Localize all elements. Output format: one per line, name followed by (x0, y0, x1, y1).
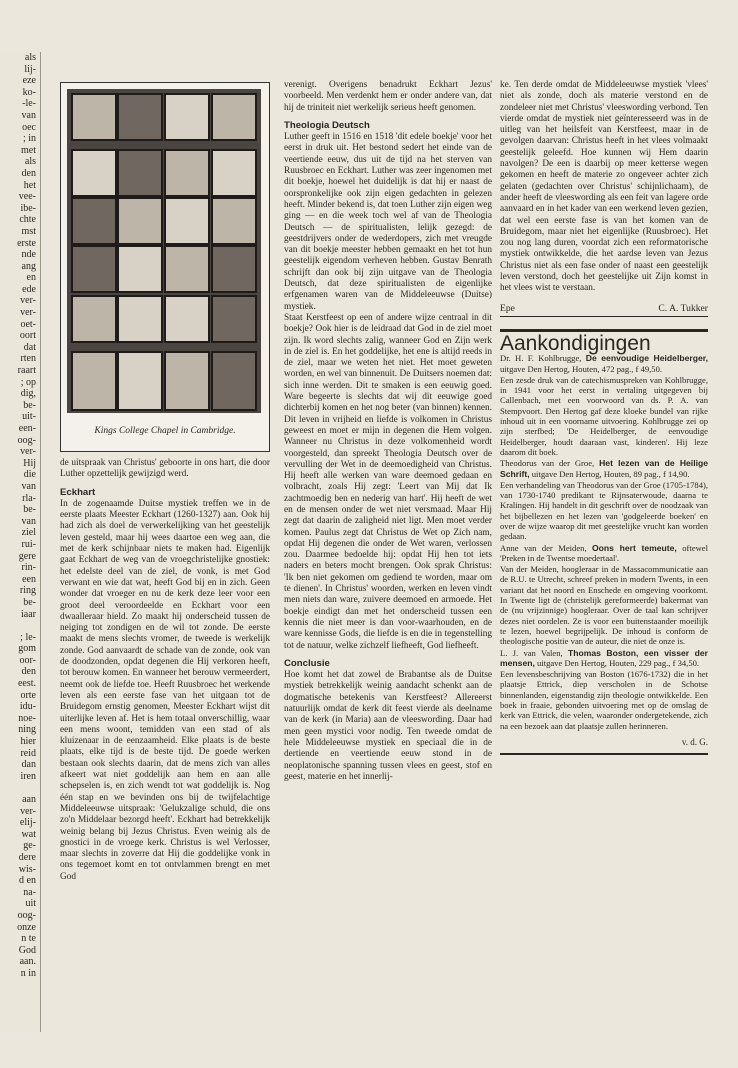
gutter-line: iren (20, 770, 36, 782)
gutter-line: n in (20, 967, 36, 979)
glass-pane (211, 149, 257, 197)
column-3-top: ke. Ten derde omdat de Middeleeuwse mystiek 'vlees' niet als zonde, doch als materie verstond en de zondeleer niet met Christus' vleeswording verbond. Ten vierde omdat de mystiek niet geïnteresseerd was in de uitleg van het heilsfeit van Kerstfeest, maar in de gevolgen daarvan: Christus heeft in het vlees volmaakt geestelijk geleefd. Hoe kunnen wij Hem daarin navolgen? De een is daarbij op meer ketterse wegen gekomen en heeft de materie zo ongeveer achter zich gelaten (gedachten over Christus' schijnlichaam), de ander heeft de vleeswording als een feit van lagere orde aanvaard en in het kader van een werkend leven gezien, dat wel een eerste fase is van het komen van de Bruidegom, maar niet het eigenlijke (Ruusbroec). Het zou nog lang duren, voordat zich een reformatorische mystiek ontwikkelde, die het aardse leven van Jezus Christus niet als een fase onder of naast een geestelijk leven verstond, doch het geestelijke uit Zijn komst in het vlees wist te verstaan. (500, 80, 708, 294)
gutter-line: van (21, 109, 36, 121)
gutter-line: raart (17, 365, 36, 377)
gutter-line: elij- (19, 817, 36, 829)
stained-glass-window-image (67, 89, 261, 413)
gutter-line: d en (19, 875, 36, 887)
column-2-top: verenigt. Overigens benadrukt Eckhart Jezus' voorbeeld. Men verdenkt hem er onder andere van, dat hij de triniteit niet werkelijk serieus heeft genomen. (284, 80, 492, 113)
gutter-line: ko- (22, 86, 36, 98)
glass-pane (164, 245, 210, 293)
announcement-4-text: Een levensbeschrijving van Boston (1676-1732) die in het plaatsje Ettrick, diep verscholen in de Schotse binnenlanden, eigenstandig zijn theologie ontwikkelde. Een boek in fraaie, gebonden uitvoering met op de omslag de kerk van Ettrick, die velen, waaronder ondergetekende, zich na een bezoek aan dat plaatsje zullen herinneren. (500, 669, 708, 731)
gutter-line: noe- (18, 712, 36, 724)
gutter-line: ede (22, 283, 36, 295)
gutter-line: lij- (24, 63, 36, 75)
gutter-line: be- (23, 504, 36, 516)
announcements (500, 353, 708, 731)
glass-pane (211, 351, 257, 411)
glass-pane (71, 351, 117, 411)
glass-pane (71, 245, 117, 293)
gutter-line: ang (21, 260, 36, 272)
gutter-line: chte (19, 214, 36, 226)
gutter-line: be- (23, 399, 36, 411)
gutter-line: erste (17, 237, 36, 249)
heading-conclusie: Conclusie (284, 657, 330, 669)
glass-pane (117, 93, 163, 141)
gutter-line: van (21, 480, 36, 492)
announcement-2-title: Theodorus van der Groe, Het lezen van de Heilige Schrift, uitgave Den Hertog, Houten, 89 pag., f 14,90. (500, 458, 708, 479)
announcement-3-text: Van der Meiden, hoogleraar in de Massacommunicatie aan de R.U. te Utrecht, schreef preken in modern Twents, in een variant dat het noord en Enschede en omgeving voorkomt. In Twente ligt de (christelijk gereformeerde) bakermat van de (nu vrijzinnige) hoogleraar. Over de taal kan schrijver dezes niet oordelen. Ze is voor een buitenstaander moeilijk te lezen, hoewel begrijpelijk. De inhoud is conform de theologische positie van de auteur, die niet de onze is. (500, 564, 708, 647)
glass-pane (117, 197, 163, 245)
gutter-line: mst (21, 225, 36, 237)
gutter-line: rla- (22, 492, 36, 504)
gutter-line: dan (21, 759, 36, 771)
glass-pane (164, 149, 210, 197)
gutter-line: aan. (19, 956, 36, 968)
gutter-line: een (22, 573, 36, 585)
announcements-signature: v. d. G. (500, 737, 708, 755)
gutter-line: ; in (22, 133, 36, 145)
gutter-line: na- (23, 886, 36, 898)
glass-pane (71, 149, 117, 197)
gutter-line: vee- (18, 191, 36, 203)
heading-theologia-deutsch: Theologia Deutsch (284, 119, 370, 131)
gutter-line: eest. (17, 678, 36, 690)
gutter-line: het (23, 179, 36, 191)
announcement-1-title: Dr. H. F. Kohlbrugge, De eenvoudige Heidelberger, uitgave Den Hertog, Houten, 472 pag., f 49,50. (500, 353, 708, 374)
gutter-line: een- (18, 423, 36, 434)
glass-pane (211, 93, 257, 141)
glass-pane (211, 245, 257, 293)
gutter-line: ver- (20, 307, 36, 319)
gutter-line: wis- (18, 863, 36, 875)
photo-caption: Kings College Chapel in Cambridge. (94, 426, 236, 436)
glass-pane (164, 295, 210, 343)
gutter-line: den (21, 167, 36, 179)
gutter-line: dat (23, 341, 36, 353)
gutter-line: ge- (23, 840, 36, 852)
gutter-line: oort (19, 330, 36, 342)
gutter-line (0, 782, 40, 794)
column-1-intro: de uitspraak van Christus' geboorte in ons hart, die door Luther opzettelijk gewijzigd werd. (60, 458, 270, 480)
gutter-line: ; le- (20, 631, 36, 643)
gutter-line: reid (20, 747, 36, 759)
paragraph-theologia: Luther geeft in 1516 en 1518 'dit edele boekje' voor het eerst in druk uit. Het bestond sedert het einde van de veertiende eeuw, dus uit de tijd na het sterven van Ruusbroec en Eckhart. Luther was zeer ingenomen met dit boekje, hoewel het duidelijk is dat hij er naast de oorspronkelijke ook zijn eigen gedachten in gelezen heeft. Minder bekend is, dat toen Luther zijn eigen weg ging — en die week toch wel af van de Theologia Deutsch — de spiritualisten, lelijk gezegd: de geestdrijvers onder de wederdopers, zich met vreugde van dit boekje meester hebben gemaakt en het tot hun geestelijk eigendom verheven hebben. Gustav Benrath schrijft dan ook bij zijn uitgave van de Theologia Deutsch, dat deze spiritualisten de eigenlijke erfgenamen waren van de Middeleeuwse (Duitse) mystiek. (284, 132, 492, 312)
stained-glass-photo (60, 82, 270, 452)
heading-eckhart: Eckhart (60, 486, 96, 498)
gutter-line: dere (18, 851, 36, 863)
gutter-line: als (24, 156, 36, 168)
column-1 (60, 458, 270, 883)
gutter-line (0, 620, 40, 632)
gutter-line: be- (23, 596, 36, 608)
glass-pane (211, 295, 257, 343)
announcement-3-title: Anne van der Meiden, Oons hert temeute, oftewel 'Preken in de Twentse moedertaal'. (500, 542, 708, 563)
glass-pane (164, 93, 210, 141)
glass-pane (117, 295, 163, 343)
glass-pane (164, 351, 210, 411)
gutter-line: idu- (19, 701, 36, 713)
gutter-line: eze (22, 75, 36, 87)
signature-place: Epe (500, 302, 515, 314)
gutter-line: hier (20, 736, 36, 748)
glass-pane (117, 245, 163, 293)
gutter-line: oog- (17, 909, 36, 921)
glass-pane (71, 93, 117, 141)
glass-pane (117, 149, 163, 197)
gutter-line: n te (21, 933, 36, 945)
gutter-line: God (18, 944, 36, 956)
gutter-line: rten (20, 353, 36, 365)
gutter-line: ring (19, 585, 36, 597)
gutter-line: ver- (20, 805, 36, 817)
paragraph-eckhart: In de zogenaamde Duitse mystiek treffen we in de eerste plaats Meester Eckhart (1260-1327) aan. Ook hij had zich als doel de verwerkelijking van het geestelijk leven gesteld, maar hij wees daartoe een weg aan, die met de kerk schijnbaar niets te maken had. Eigenlijk gaat Eckhart de weg van de vroegchristelijke gnostiek: het edelste deel van de ziel, de vonk, is met God verwant en wie dat wat, heeft God bij en in zich. Geen wonder dat vroeger en nu de kerk deze leer voor een groot deel veroordeelde en Eckhart voor een dwaalleraar hield. Zo maakt hij onderscheid tussen de neiging tot zondigen en de wil tot zonde. De eerste maakt de mens slechts vromer, de tweede is werkelijk zonde. God aanvaardt de schade van de zonde, ook van de doodzonden, opdat degenen die Hij verkoren heeft, tot berouw komen. En wanneer het berouw vermeerdert, neemt ook de liefde toe. Heeft Ruusbroec het werkende leven als een eerste fase van het uitgaan tot de Bruidegom ernstig genomen, Meester Eckhart wijst dit uiterlijke leven af. Het is hem totaal onverschillig, waar een mens woont, temidden van een stad of als kluizenaar in de eenzaamheid. Elke plaats is de beste plaats, elke tijd is de beste tijd. De goede werken bestaan ook slechts daarin, dat de mens zich van alles afkeert wat niet goddelijk aan hem en aan alle schepselen is, en zich wendt tot wat goddelijk is. Nog één stap en we bevinden ons bij de twijfelachtige Middeleeuwse uitspraak: 'Gelukzalige schuld, die ons zo'n Middelaar bezorgd heeft'. Eckhart had betrekkelijk weinig belang bij Jezus Christus. Even weinig als de gnostici in de vroege kerk. Christus is wel Verlosser, maar slechts in zoverre dat Hij die goddelijke vonk in ons tegemoet komt en tot ontvlammen brengt en met God (60, 498, 270, 882)
gutter-line: die (23, 469, 36, 481)
glass-pane (211, 197, 257, 245)
column-2 (284, 80, 492, 783)
announcement-2-text: Een verhandeling van Theodorus van der Groe (1705-1784), van 1730-1740 predikant te Rijnsaterwoude, daarna te Kralingen. Hij handelt in dit geschrift over de noodzaak van het bijbellezen en het lezen van 'godgeleerde boeken' en over de wijze waarop dit met geestelijke vrucht kan worden gedaan. (500, 479, 708, 542)
gutter-line: met (21, 144, 36, 156)
gutter-line: ziel (21, 527, 36, 539)
gutter-line: en (26, 272, 36, 284)
gutter-line: uit- (22, 411, 36, 423)
gutter-line: ibe- (20, 202, 36, 214)
gutter-line: oet- (20, 318, 36, 330)
gutter-line: rui- (21, 538, 36, 550)
glass-pane (71, 197, 117, 245)
signature-author: C. A. Tukker (658, 302, 708, 314)
glass-pane (71, 295, 117, 343)
gutter-line: nde (21, 249, 36, 261)
gutter-line: iaar (21, 608, 36, 620)
column-3 (500, 80, 708, 755)
gutter-line: aan (22, 794, 36, 805)
gutter-line: ning (18, 724, 36, 736)
glass-pane (117, 351, 163, 411)
gutter-line: oor- (19, 654, 36, 666)
paragraph-kerstfeest: Staat Kerstfeest op een of andere wijze centraal in dit boekje? Ook hier is de leidraad dat God in de ziel moet zijn. Ik word slechts zalig, wanneer God en Zijn werk in de ziel is. En het goddelijke, het ene is altijd reeds in de ziel, maar we weten het niet. Het moet geweten worden, en wel van binnenuit. De Duitsers noemen dat: sich inne werden. Dit te smaken is een eeuwig goed. Ware begeerte is slechts dat wij dit eeuwige goed dichterbij komen en het nog beter (van binnen) kennen. Dit leven in vrijheid en liefde is volkomen in Christus geweest en moet er mijn in degenen die Hem volgen. Wanneer nu Christus in deze volkomenheid wordt voorgesteld, dan spreekt Theologia Deutsch over de vervulling der Wet in de deemoedigheid van Christus. Hij heeft alle werken van ware deemoed gedaan en volbracht, zoals Hij zegt: 'Leert van Mij dat Ik zachtmoedig ben en nederig van hart'. Hij heeft de wet en de mensen onder de wet niet versmaad. Maar Hij zegt dat daarin de zaligheid niet ligt. Men moet verder komen. Paulus zegt dat Christus de Wet op Zich nam, opdat Hij degenen die onder de Wet waren, verlossen zou. Daarmee bedoelde hij: opdat Hij hen tot iets naders en beters mocht brengen. Ook sprak Christus: 'Ik ben niet gekomen om gediend te worden, maar om te dienen'. In Christus' woorden, werken en leven vindt men niets dan ware, zuivere deemoed en armoede. Het boekje eindigt dan met het onderscheid tussen een kennis die niet meer is dan voor-waarhouden, en de ware kennisse Gods, die liefde is en die in tegenstelling tot de natuur, welke zichzelf liefheeft, God liefheeft. (284, 312, 492, 651)
announcement-1-text: Een zesde druk van de catechismuspreken van Kohlbrugge, in 1941 voor het eerst in vertaling uitgegeven bij Callenbach, met een voorwoord van ds. P. A. van Stempvoort. Den Hertog gaf deze kloeke bundel van rijke inhoud uit in een voorname uitvoering. Kohlbrugge zei op zijn sterfbed; 'De Heidelberger, de eenvoudige Heidelberger, houdt daaraan vast, kinderen'. Hij leze daarom dit boek. (500, 374, 708, 457)
gutter-line: wat (21, 828, 36, 840)
gutter-line: oec (22, 121, 36, 133)
article-signature (500, 303, 708, 317)
gutter-line: dig, (20, 388, 36, 400)
previous-page-edge-text (0, 52, 41, 1032)
gutter-line: van (21, 515, 36, 527)
gutter-line: ver- (20, 295, 36, 307)
aankondigingen-heading: Aankondigingen (500, 329, 708, 349)
gutter-line: den (21, 666, 36, 678)
gutter-line: ; op (20, 376, 36, 388)
gutter-line: orte (20, 689, 36, 701)
gutter-line: gere (18, 550, 36, 562)
announcement-4-title: L. J. van Valen, Thomas Boston, een visser der mensen, uitgave Den Hertog, Houten, 229 pag., f 34,50. (500, 647, 708, 668)
gutter-line: onze (17, 921, 36, 933)
gutter-line: oog- (17, 434, 36, 446)
gutter-line: als (24, 52, 36, 63)
gutter-line: rin- (21, 562, 36, 574)
gutter-line: uit (25, 898, 36, 910)
gutter-line: ver- (20, 446, 36, 458)
glass-pane (164, 197, 210, 245)
gutter-line: gom (18, 643, 36, 655)
paragraph-conclusie: Hoe komt het dat zowel de Brabantse als de Duitse mystiek betrekkelijk weinig aandacht schenkt aan de dogmatische betekenis van Kerstfeest? Allereerst natuurlijk omdat de kerk dit feest vierde als deelname van de kerk (in Maria) aan de vleeswording. Daar had men geen mystici voor nodig. Ten tweede omdat de hele Middeleeuwse mystiek en speciaal die in de dertiende en veertiende eeuw stond in de neoplatonische spanning tussen vlees en geest, stof en geest, materie en het innerlij- (284, 670, 492, 782)
gutter-line: -le- (22, 98, 36, 110)
gutter-line: Hij (23, 457, 36, 469)
